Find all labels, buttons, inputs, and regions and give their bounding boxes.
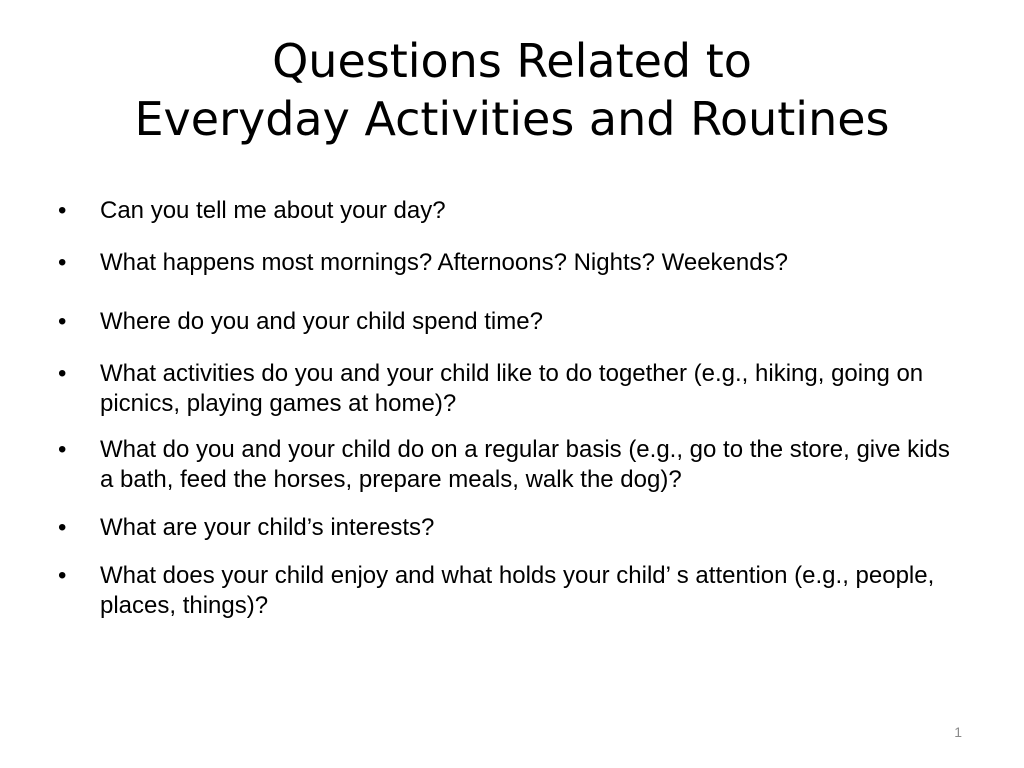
bullet-icon: •	[58, 360, 67, 387]
bullet-icon: •	[58, 249, 67, 276]
bullet-list	[58, 196, 958, 621]
bullet-text: What does your child enjoy and what holds your child’ s attention (e.g., people, places, things)?	[100, 562, 935, 619]
bullet-item	[58, 196, 958, 226]
bullet-text: What are your child’s interests?	[100, 514, 435, 541]
bullet-text: Where do you and your child spend time?	[100, 308, 543, 335]
bullet-icon: •	[58, 308, 67, 335]
bullet-text: What happens most mornings? Afternoons? Nights? Weekends?	[100, 249, 788, 276]
bullet-item	[58, 359, 958, 419]
bullet-item	[58, 561, 958, 621]
bullet-icon: •	[58, 562, 67, 589]
bullet-text: Can you tell me about your day?	[100, 197, 446, 224]
slide-title	[40, 32, 984, 148]
bullet-item	[58, 248, 958, 278]
bullet-item	[58, 435, 958, 495]
slide-title-line-1: Questions Related to	[272, 34, 752, 88]
bullet-icon: •	[58, 197, 67, 224]
page-number: 1	[954, 724, 962, 740]
bullet-item	[58, 513, 958, 543]
bullet-icon: •	[58, 514, 67, 541]
bullet-text: What do you and your child do on a regular basis (e.g., go to the store, give kids a bath, feed the horses, prepare meals, walk the dog)?	[100, 436, 950, 493]
bullet-item	[58, 307, 958, 337]
bullet-icon: •	[58, 436, 67, 463]
bullet-text: What activities do you and your child like to do together (e.g., hiking, going on picnics, playing games at home)?	[100, 360, 924, 417]
slide-title-line-2: Everyday Activities and Routines	[134, 92, 890, 146]
